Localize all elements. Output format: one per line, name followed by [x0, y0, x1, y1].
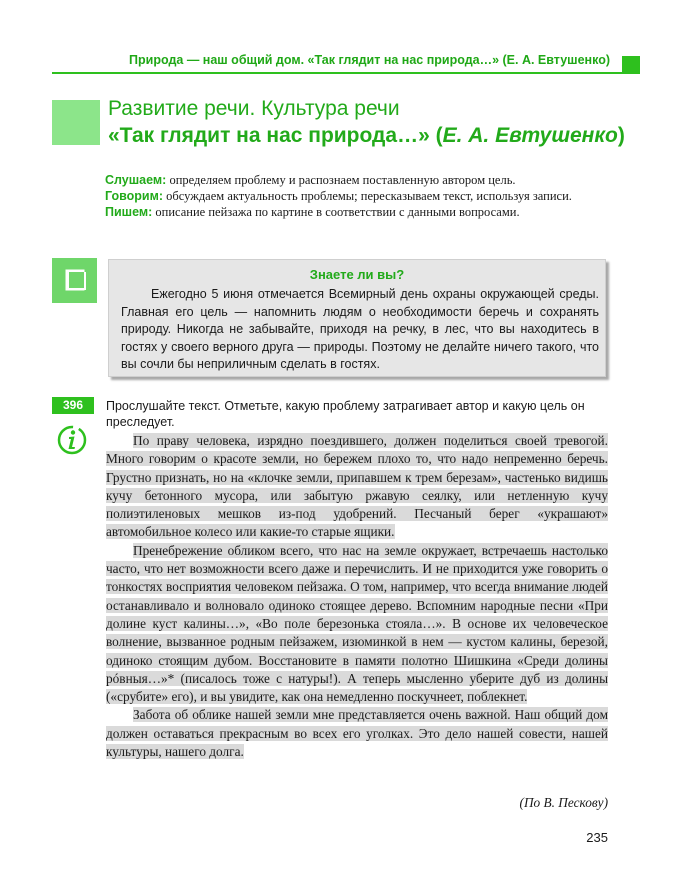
lesson-title: «Так глядит на нас природа…» ( — [108, 124, 443, 147]
goal-write: Пишем: описание пейзажа по картине в соответствии с данными вопросами. — [105, 205, 520, 219]
lesson-title-end: ) — [617, 124, 625, 147]
text-source: (По В. Пескову) — [519, 795, 608, 810]
paragraph: Пренебрежение обликом всего, что нас на земле окружает, встречаешь настолько часто, что нет возможности всего даже и перечислить. И не приходится уже говорить о тонкостях восприятия человеком пейзажа. О том, например, что всегда внимание людей останавливало и волновало одиноко стоящее дерево. Вспомним народные песни «При долине куст калины…», «Во поле березонька стояла…». В основе их человеческое волнение, вызванное родным пейзажем, изюминкой в нем — кустом калины, березой, одиноко стоящим дубом. Восстановите в памяти полотно Шишкина «Среди долины рóвныя…»* (писалось тоже с натуры!). А теперь мысленно уберите дуб из долины («срубите» его), и вы увидите, как она немедленно поскучнеет, поблекнет. — [106, 542, 608, 705]
running-title: Природа — наш общий дом. «Так глядит на нас природа…» (Е. А. Евтушенко) — [129, 53, 610, 67]
did-you-know-box — [108, 259, 606, 377]
paragraph: Забота об облике нашей земли мне представляется очень важной. Наш общий дом должен оставаться прекрасным во всех его уголках. Это дело нашей совести, нашей культуры, нашего долга. — [106, 707, 608, 760]
exercise-text — [106, 432, 608, 761]
exercise-task: Прослушайте текст. Отметьте, какую проблему затрагивает автор и какую цель он преследует. — [106, 399, 585, 429]
book-icon — [64, 268, 88, 292]
lesson-author: Е. А. Евтушенко — [442, 124, 618, 147]
header-marker — [622, 56, 640, 74]
title-marker-block — [52, 100, 100, 145]
lesson-goals — [105, 172, 605, 220]
running-header — [52, 53, 638, 74]
goal-listen: Слушаем: определяем проблему и распознаем поставленную автором цель. — [105, 173, 516, 187]
infobox-text: Ежегодно 5 июня отмечается Всемирный день охраны окружающей среды. Главная его цель — напомнить людям о необходимости беречь и сохранять природу. Никогда не забывайте, приходя на речку, в лес, что вы находитесь в гостях у своего верного друга — природы. Поэтому не делайте ничего такого, что вы сочли бы неприличным сделать в гостях. — [121, 287, 599, 371]
section-title-line1: Развитие речи. Культура речи — [108, 97, 400, 120]
infobox-title: Знаете ли вы? — [309, 267, 405, 282]
exercise-number: 396 — [52, 397, 94, 414]
section-title-line2 — [108, 124, 625, 148]
goal-speak: Говорим: обсуждаем актуальность проблемы; пересказываем текст, используя записи. — [105, 189, 572, 203]
paragraph: По праву человека, изрядно поездившего, должен поделиться своей тревогой. Много говорим о красоте земли, но бережем плохо то, что надо непременно беречь. Грустно признать, но на «клочке земли, припавшем к трем березам», частенько видишь кучу бетонного мусора, или забытую ржавую сеялку, или нетленную кучу полиэтиленовых мешков из-под удобрений. Песчаный берег «украшают» автомобильное колесо или какие-то старые ящики. — [106, 433, 608, 540]
page-number: 235 — [586, 830, 608, 845]
info-icon — [57, 423, 87, 457]
